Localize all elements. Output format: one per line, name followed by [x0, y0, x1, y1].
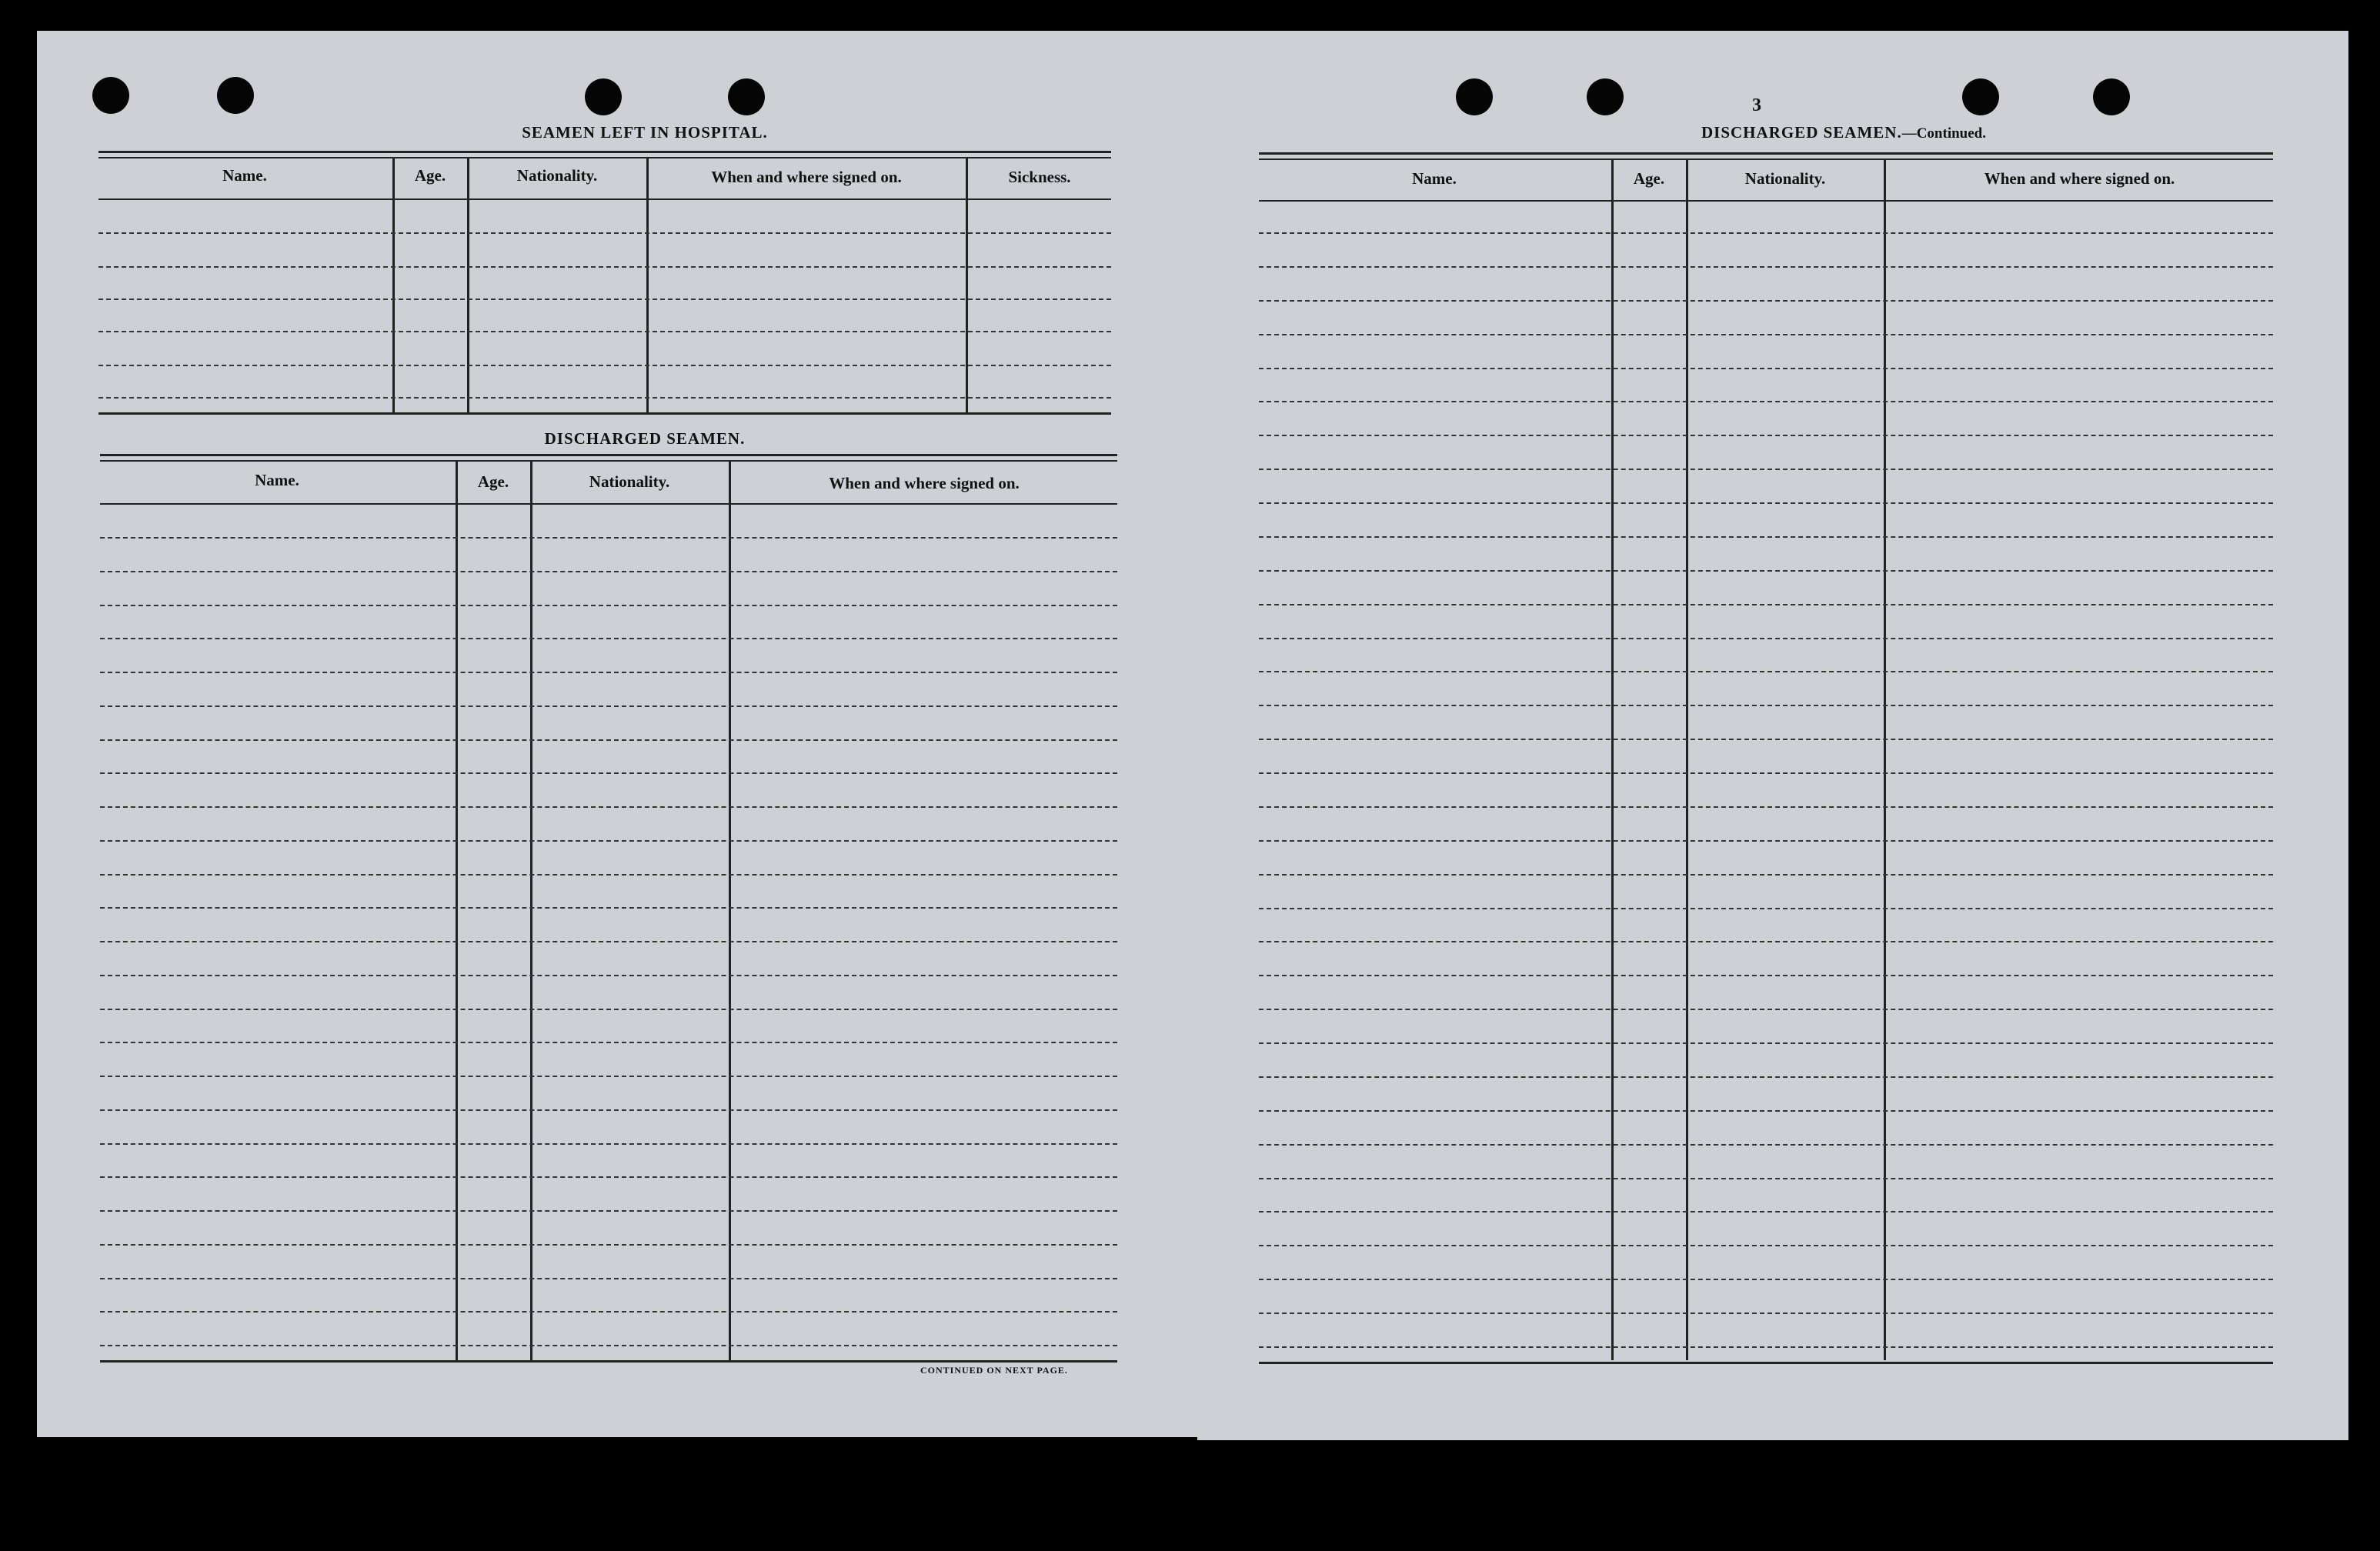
hospital-table: [98, 151, 1111, 451]
punch-hole: [92, 77, 129, 114]
blank-row-line: [1259, 806, 2273, 808]
blank-row-line: [1259, 570, 2273, 572]
blank-row-line: [1259, 1144, 2273, 1146]
punch-hole: [1456, 78, 1493, 115]
blank-row-line: [1259, 502, 2273, 504]
blank-row-line: [100, 806, 1117, 808]
punch-hole: [728, 78, 765, 115]
punch-hole: [585, 78, 622, 115]
col-header-when-where: When and where signed on.: [829, 474, 1020, 492]
blank-row-line: [100, 1109, 1117, 1111]
blank-row-line: [1259, 469, 2273, 470]
discharged-continued-title: DISCHARGED SEAMEN.—Continued.: [1701, 123, 1986, 142]
blank-row-line: [1259, 1211, 2273, 1212]
blank-row-line: [1259, 1110, 2273, 1112]
blank-row-line: [100, 1278, 1117, 1279]
blank-row-line: [100, 1244, 1117, 1246]
blank-row-line: [1259, 1178, 2273, 1179]
blank-row-line: [1259, 1245, 2273, 1246]
blank-row-line: [1259, 300, 2273, 302]
blank-row-line: [1259, 638, 2273, 639]
blank-row-line: [100, 1311, 1117, 1313]
col-header-name: Name.: [222, 166, 267, 185]
blank-row-line: [1259, 604, 2273, 605]
blank-row-line: [1259, 941, 2273, 942]
col-header-sickness: Sickness.: [1008, 168, 1071, 186]
blank-row-line: [1259, 1346, 2273, 1348]
col-header-name: Name.: [255, 471, 299, 489]
blank-row-line: [1259, 874, 2273, 876]
blank-row-line: [1259, 1076, 2273, 1078]
blank-row-line: [100, 1009, 1117, 1010]
blank-row-line: [100, 907, 1117, 909]
blank-row-line: [100, 1210, 1117, 1212]
blank-row-line: [100, 638, 1117, 639]
col-header-when-where: When and where signed on.: [711, 168, 902, 186]
blank-row-line: [100, 537, 1117, 539]
blank-row-line: [1259, 232, 2273, 234]
blank-row-line: [1259, 705, 2273, 706]
blank-row-line: [1259, 840, 2273, 842]
blank-row-line: [100, 840, 1117, 842]
blank-row-line: [100, 941, 1117, 942]
blank-row-line: [1259, 739, 2273, 740]
col-header-age: Age.: [414, 166, 446, 185]
blank-row-line: [100, 705, 1117, 707]
punch-hole: [1962, 78, 1999, 115]
punch-hole: [2093, 78, 2130, 115]
col-header-age: Age.: [1633, 169, 1665, 188]
left-page: [37, 31, 1197, 1437]
blank-row-line: [100, 874, 1117, 876]
col-header-name: Name.: [1412, 169, 1457, 188]
blank-row-line: [100, 739, 1117, 741]
blank-row-line: [1259, 1042, 2273, 1044]
blank-row-line: [1259, 435, 2273, 436]
continued-note: CONTINUED ON NEXT PAGE.: [920, 1365, 1068, 1376]
blank-row-line: [1259, 1279, 2273, 1280]
right-page: [1197, 31, 2348, 1440]
blank-row-line: [100, 1143, 1117, 1145]
blank-row-line: [100, 1076, 1117, 1077]
blank-row-line: [100, 1042, 1117, 1043]
blank-row-line: [100, 1345, 1117, 1346]
blank-row-line: [100, 571, 1117, 572]
blank-row-line: [100, 1176, 1117, 1178]
discharged-table: [100, 454, 1117, 1393]
punch-hole: [217, 77, 254, 114]
blank-row-line: [100, 672, 1117, 673]
blank-row-line: [100, 605, 1117, 606]
blank-row-line: [1259, 671, 2273, 672]
blank-row-line: [1259, 368, 2273, 369]
blank-row-line: [1259, 772, 2273, 774]
discharged-continued-table: [1259, 152, 2273, 1391]
hospital-section-title: SEAMEN LEFT IN HOSPITAL.: [522, 123, 768, 142]
blank-row-line: [1259, 1313, 2273, 1314]
col-header-nationality: Nationality.: [1744, 169, 1826, 188]
discharged-section-title: DISCHARGED SEAMEN.: [544, 429, 746, 448]
punch-hole: [1587, 78, 1624, 115]
blank-row-line: [1259, 266, 2273, 268]
col-header-age: Age.: [477, 472, 509, 491]
blank-row-line: [1259, 536, 2273, 538]
blank-row-line: [1259, 1009, 2273, 1010]
blank-row-line: [1259, 908, 2273, 909]
page-number: 3: [1752, 95, 1761, 115]
blank-row-line: [1259, 401, 2273, 402]
blank-row-line: [100, 975, 1117, 976]
blank-row-line: [100, 772, 1117, 774]
blank-row-line: [1259, 334, 2273, 335]
col-header-nationality: Nationality.: [589, 472, 670, 491]
col-header-when-where: When and where signed on.: [1984, 169, 2175, 188]
col-header-nationality: Nationality.: [516, 166, 598, 185]
blank-row-line: [1259, 975, 2273, 976]
